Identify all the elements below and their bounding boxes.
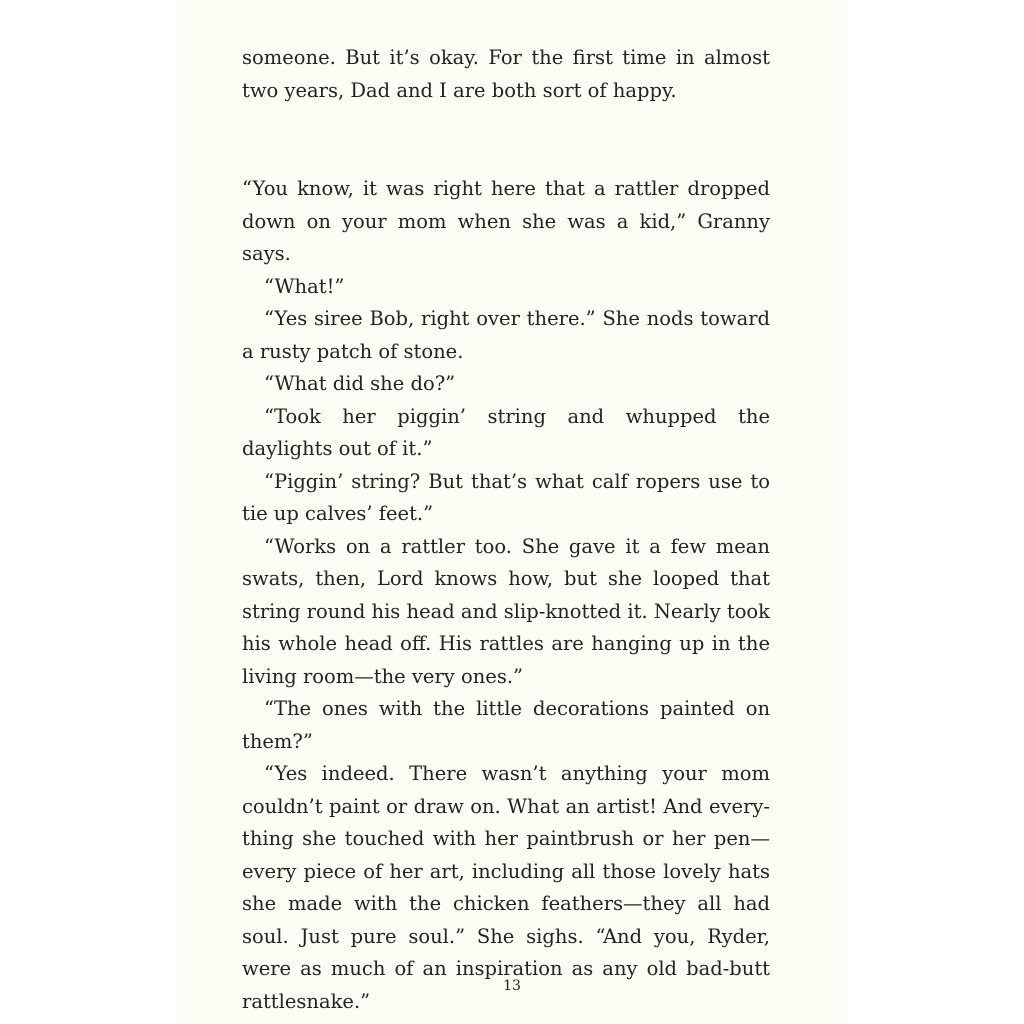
book-page: [178, 0, 846, 1024]
paragraph-artist: “Yes indeed. There wasn’t anything your mom couldn’t paint or draw on. What an artist! And every-thing she touched with her paintbrush or her pen—every piece of her art, including all those lovely hats she made with the chicken feathers—they all had soul. Just pure soul.” She sighs. “And you, Ryder, were as much of an inspiration as any old bad-butt rattlesnake.”: [242, 762, 770, 1013]
paragraph-what: “What!”: [264, 274, 345, 298]
paragraph-works-on-rattler: “Works on a rattler too. She gave it a few mean swats, then, Lord knows how, but she looped that string round his head and slip-knotted it. Nearly took his whole head off. His rattles are hanging up in the living room—the very ones.”: [242, 534, 770, 688]
paragraph-decorations: “The ones with the little decorations painted on them?”: [242, 697, 770, 753]
paragraph-continuation: someone. But it’s okay. For the first time in almost two years, Dad and I are both sort of happy.: [242, 46, 770, 102]
section-two: [242, 173, 770, 1018]
page-number: 13: [503, 978, 521, 994]
section-one: [242, 42, 770, 107]
paragraph-calf-ropers: “Piggin’ string? But that’s what calf ropers use to tie up calves’ feet.”: [242, 469, 770, 525]
paragraph-what-did-she-do: “What did she do?”: [264, 372, 456, 395]
paragraph-piggin-string: “Took her piggin’ string and whupped the daylights out of it.”: [242, 404, 770, 460]
paragraph-granny-rattler: “You know, it was right here that a rattler dropped down on your mom when she was a kid,” Granny says.: [242, 177, 770, 265]
paragraph-yes-siree: “Yes siree Bob, right over there.” She nods toward a rusty patch of stone.: [242, 307, 770, 363]
